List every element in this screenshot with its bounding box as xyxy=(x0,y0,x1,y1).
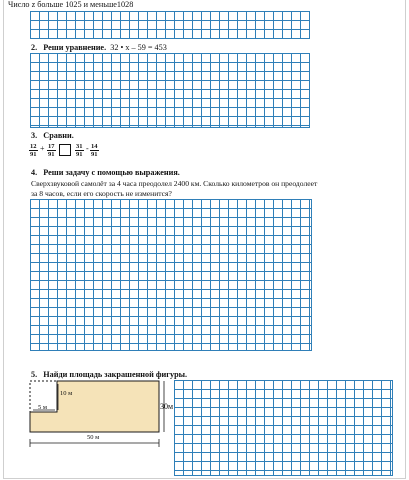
task3-title: Сравни. xyxy=(43,131,74,140)
fraction-12-91: $\frac{12}{91}$ xyxy=(30,143,37,158)
label-5m: 5 м xyxy=(38,404,47,411)
fraction-14-91: $\frac{14}{91}$ xyxy=(91,143,98,158)
task2-title: Реши уравнение. xyxy=(43,43,107,52)
label-50m: 50 м xyxy=(87,434,100,441)
fraction-17-91: $\frac{17}{91}$ xyxy=(48,143,55,158)
plus-sign: + xyxy=(40,144,45,153)
task1-text: Число z больше 1025 и меньше1028 xyxy=(8,0,134,9)
shaded-area xyxy=(30,381,159,432)
minus-sign: - xyxy=(86,144,89,153)
task4-title: Реши задачу с помощью выражения. xyxy=(43,168,180,177)
task5-number: 5. xyxy=(31,370,38,379)
label-30m: 30м xyxy=(160,402,174,411)
task2-number: 2. xyxy=(31,43,38,52)
task3-number: 3. xyxy=(31,131,38,140)
task2-equation: 32 • x – 59 = 453 xyxy=(110,43,167,52)
task4-line1: Сверхзвуковой самолёт за 4 часа преодолел 2400 км. Сколько километров он преодолеет xyxy=(31,179,318,188)
task4-number: 4. xyxy=(31,168,38,177)
label-10m: 10 м xyxy=(60,390,73,397)
fraction-31-91: $\frac{31}{91}$ xyxy=(76,143,83,158)
task5-grid xyxy=(174,380,393,476)
task4-line2: за 8 часов, если его скорость не изменится? xyxy=(31,189,172,198)
task5-title: Найди площадь закрашенной фигуры. xyxy=(43,370,188,379)
